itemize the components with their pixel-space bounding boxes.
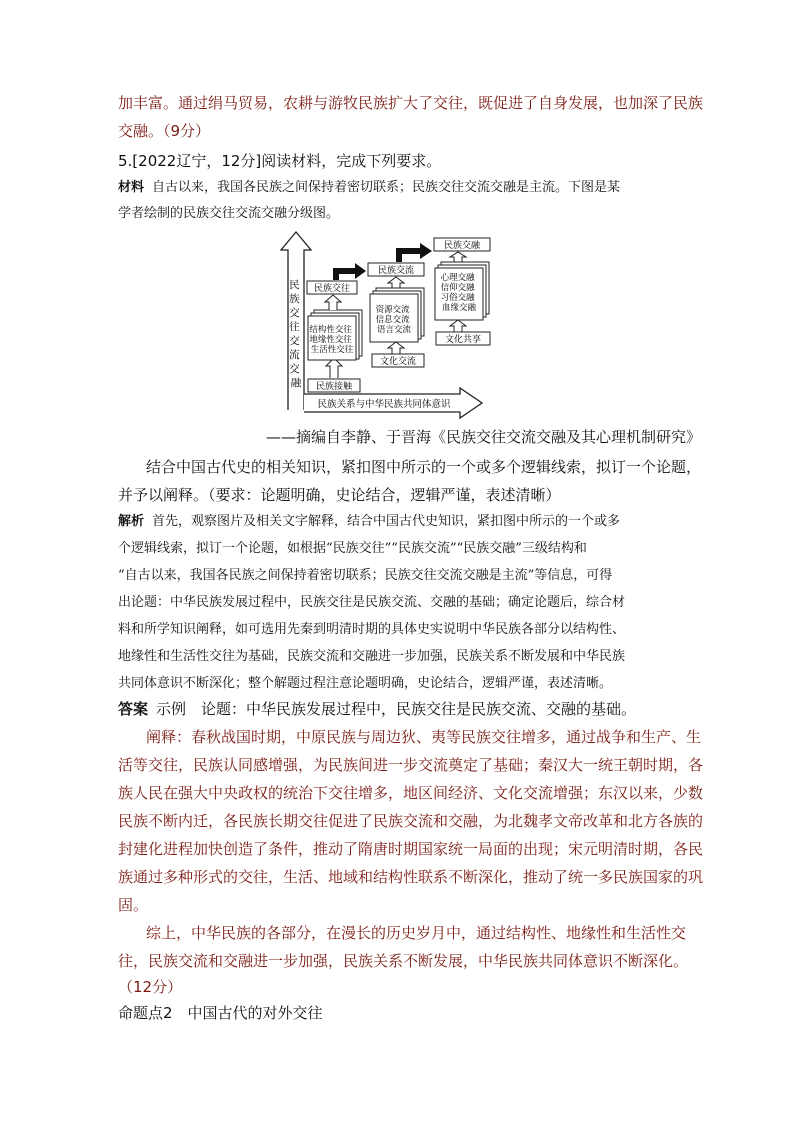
exchange-to-communication-arrow (333, 263, 366, 280)
material-line: 学者绘制的民族交往交流交融分级图。 (118, 206, 340, 221)
svg-text:资源交流 信息交流 语言交流 (376, 304, 413, 335)
paragraph-line: 加丰富。通过绢马贸易，农耕与游牧民族扩大了交往，既促进了自身发展，也加深了民族 (118, 94, 704, 112)
material-text: 自古以来，我国各民族之间保持着密切联系；民族交往交流交融是主流。下图是某 (152, 180, 621, 195)
analysis-line (118, 509, 620, 535)
cultural-sharing-up-arrow (450, 320, 466, 332)
cultural-exchange-label: 文化交流 (379, 357, 417, 367)
answer-line: （12分） (118, 978, 183, 996)
fusion-box (434, 238, 490, 251)
analysis-line: 个逻辑线索，拟订一个论题，如根据“民族交往”“民族交流”“民族交融”三级结构和 (118, 541, 587, 556)
analysis-label: 解析 (118, 514, 145, 529)
answer-lead: 示例 论题：中华民族发展过程中，民族交往是民族交流、交融的基础。 (156, 700, 637, 718)
exchange-up-arrow (325, 295, 341, 310)
answer-line: 民族不断内迁，各民族长期交往促进了民族交流和交融，为北魏孝文帝改革和北方各族的 (118, 812, 704, 830)
contact-label: 民族接触 (315, 382, 353, 392)
vertical-axis-label: 民 族 交 往 交 流 交 融 (289, 279, 302, 389)
question-header: 5.[2022辽宁，12分]阅读材料，完成下列要求。 (118, 152, 442, 170)
cultural-exchange-box (372, 354, 424, 367)
task-line: 结合中国古代史的相关知识，紧扣图中所示的一个或多个逻辑线索，拟订一个论题， (146, 458, 702, 476)
cultural-sharing-box (436, 332, 490, 345)
answer-line: 阐释：春秋战国时期，中原民族与周边狄、夷等民族交往增多，通过战争和生产、生 (146, 728, 702, 746)
svg-text:结构性交往 地缘性交往 生活 (309, 324, 354, 355)
analysis-text: 首先，观察图片及相关文字解释，结合中国古代史知识，紧扣图中所示的一个或多 (152, 514, 621, 529)
task-line: 并予以阐释。（要求：论题明确，史论结合，逻辑严谨，表述清晰） (118, 486, 561, 504)
svg-text:心理交融 信仰交融 习俗交融 (441, 272, 478, 313)
fusion-type: 心理交融 (440, 273, 475, 283)
exchange-level-diagram (0, 222, 794, 422)
analysis-line: 料和所学知识阐释，如可选用先秦到明清时期的具体史实说明中华民族各部分以结构性、 (118, 622, 626, 637)
answer-line: 封建化进程加快创造了条件，推动了隋唐时期国家统一局面的出现；宋元明清时期，各民 (118, 840, 704, 858)
fusion-type: 信仰交融 (440, 283, 475, 293)
exchange-box (307, 281, 357, 294)
communication-label: 民族交流 (377, 266, 415, 276)
answer-line: 活等交往，民族认同感增强，为民族间进一步交流奠定了基础；秦汉大一统王朝时期，各 (118, 756, 704, 774)
horizontal-axis-label: 民族关系与中华民族共同体意识 (317, 399, 451, 410)
fusion-type: 血缘交融 (441, 303, 477, 313)
communication-up-arrow (388, 277, 404, 288)
cultural-sharing-label: 文化共享 (444, 335, 482, 345)
answer-line: 族通过多种形式的交往，生活、地域和结构性联系不断深化，推动了统一多民族国家的巩 (118, 868, 704, 886)
exchange-label: 民族交往 (313, 284, 351, 294)
material-line (118, 175, 620, 201)
source-citation: ——摘编自李静、于晋海《民族交往交流交融及其心理机制研究》 (266, 428, 702, 446)
answer-line: 综上，中华民族的各部分，在漫长的历史岁月中，通过结构性、地缘性和生活性交 (146, 924, 687, 942)
communication-type: 资源交流 (375, 305, 410, 315)
answer-line: 族人民在强大中央政权的统治下交往增多，地区间经济、文化交流增强；东汉以来，少数 (118, 784, 704, 802)
exchange-type: 地缘性交往 (309, 335, 352, 345)
fusion-type: 习俗交融 (440, 293, 475, 303)
analysis-line: 出论题：中华民族发展过程中，民族交往是民族交流、交融的基础；确定论题后，综合材 (118, 595, 626, 610)
exchange-stack (308, 310, 362, 360)
vertical-axis-arrow (281, 232, 311, 410)
analysis-line: 地缘性和生活性交往为基础，民族交流和交融进一步加强，民族关系不断发展和中华民族 (118, 649, 626, 664)
answer-label: 答案 (118, 700, 149, 718)
answer-line (118, 696, 636, 722)
analysis-line: 共同体意识不断深化；整个解题过程注意论题明确，史论结合，逻辑严谨，表述清晰。 (118, 676, 613, 691)
contact-box (308, 379, 360, 392)
answer-line: 固。 (118, 896, 149, 914)
material-label: 材料 (118, 180, 145, 195)
fusion-label: 民族交融 (443, 241, 481, 251)
analysis-line: “自古以来，我国各民族之间保持着密切联系；民族交往交流交融是主流”等信息，可得 (118, 568, 613, 583)
exchange-type: 结构性交往 (309, 325, 352, 335)
exchange-type: 生活性交往 (310, 345, 354, 355)
fusion-up-arrow (450, 252, 466, 262)
communication-stack (370, 288, 424, 342)
fusion-stack (435, 262, 489, 320)
communication-type: 语言交流 (376, 325, 412, 335)
paragraph-line: 交融。（9分） (118, 122, 211, 140)
section-heading: 命题点2 中国古代的对外交往 (118, 1004, 323, 1022)
communication-box (368, 263, 424, 276)
communication-to-fusion-arrow (396, 243, 432, 262)
cultural-exchange-up-arrow (388, 342, 404, 354)
answer-line: 往，民族交流和交融进一步加强，民族关系不断发展，中华民族共同体意识不断深化。 (118, 952, 689, 970)
contact-up-arrow (326, 358, 342, 378)
communication-type: 信息交流 (375, 315, 410, 325)
